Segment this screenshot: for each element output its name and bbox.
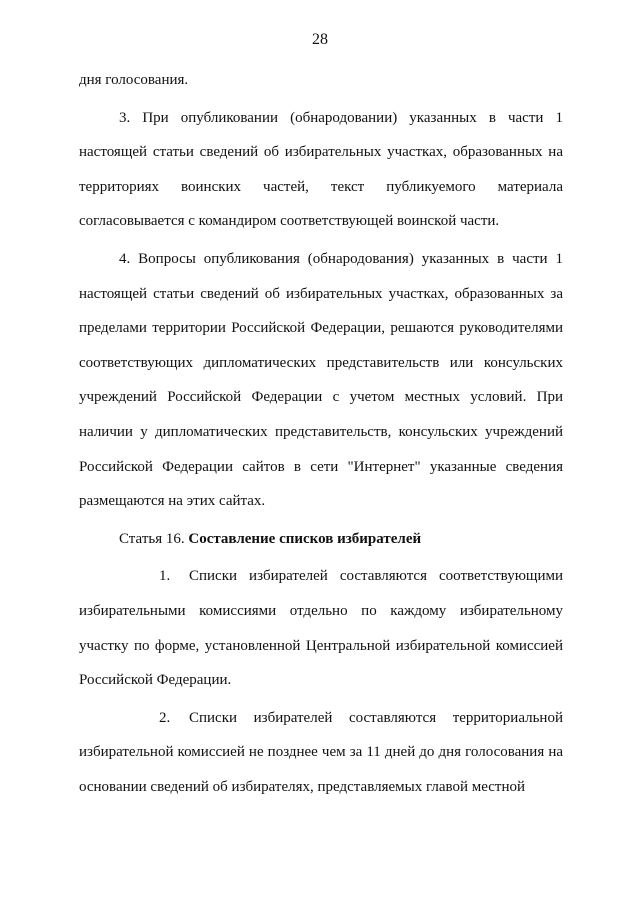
item-2-text: Списки избирателей составляются территориальной избирательной комиссией не позднее чем за 11 дней до дня голосования на основании сведений об избирателях, представляемых главой местной <box>79 709 563 795</box>
item-1-number: 1. <box>159 568 171 585</box>
document-body <box>79 63 563 804</box>
item-2-number: 2. <box>159 709 171 726</box>
item-1-text: Списки избирателей составляются соответствующими избирательными комиссиями отдельно по каждому избирательному участку по форме, установленной Центральной избирательной комиссией Российской Федерации. <box>79 568 563 689</box>
paragraph-part-3: 3. При опубликовании (обнародовании) указанных в части 1 настоящей статьи сведений об избирательных участках, образованных на территориях воинских частей, текст публикуемого материала согласовывается с командиром соответствующей воинской части. <box>79 109 563 230</box>
paragraph-continuation: дня голосования. <box>79 72 189 88</box>
page-number: 28 <box>312 31 328 48</box>
article-heading <box>79 522 563 557</box>
article-item-2 <box>79 701 563 805</box>
article-title: Составление списков избирателей <box>188 530 422 547</box>
paragraph-part-4: 4. Вопросы опубликования (обнародования) указанных в части 1 настоящей статьи сведений об избирательных участках, образованных за пределами территории Российской Федерации, решаются руководителями соответствующих дипломатических представительств или консульских учреждений Российской Федерации с учетом местных условий. При наличии у дипломатических представительств, консульских учреждений Российской Федерации сайтов в сети "Интернет" указанные сведения размещаются на этих сайтах. <box>79 250 563 510</box>
article-label: Статья 16. <box>119 530 189 547</box>
article-item-1 <box>79 559 563 697</box>
